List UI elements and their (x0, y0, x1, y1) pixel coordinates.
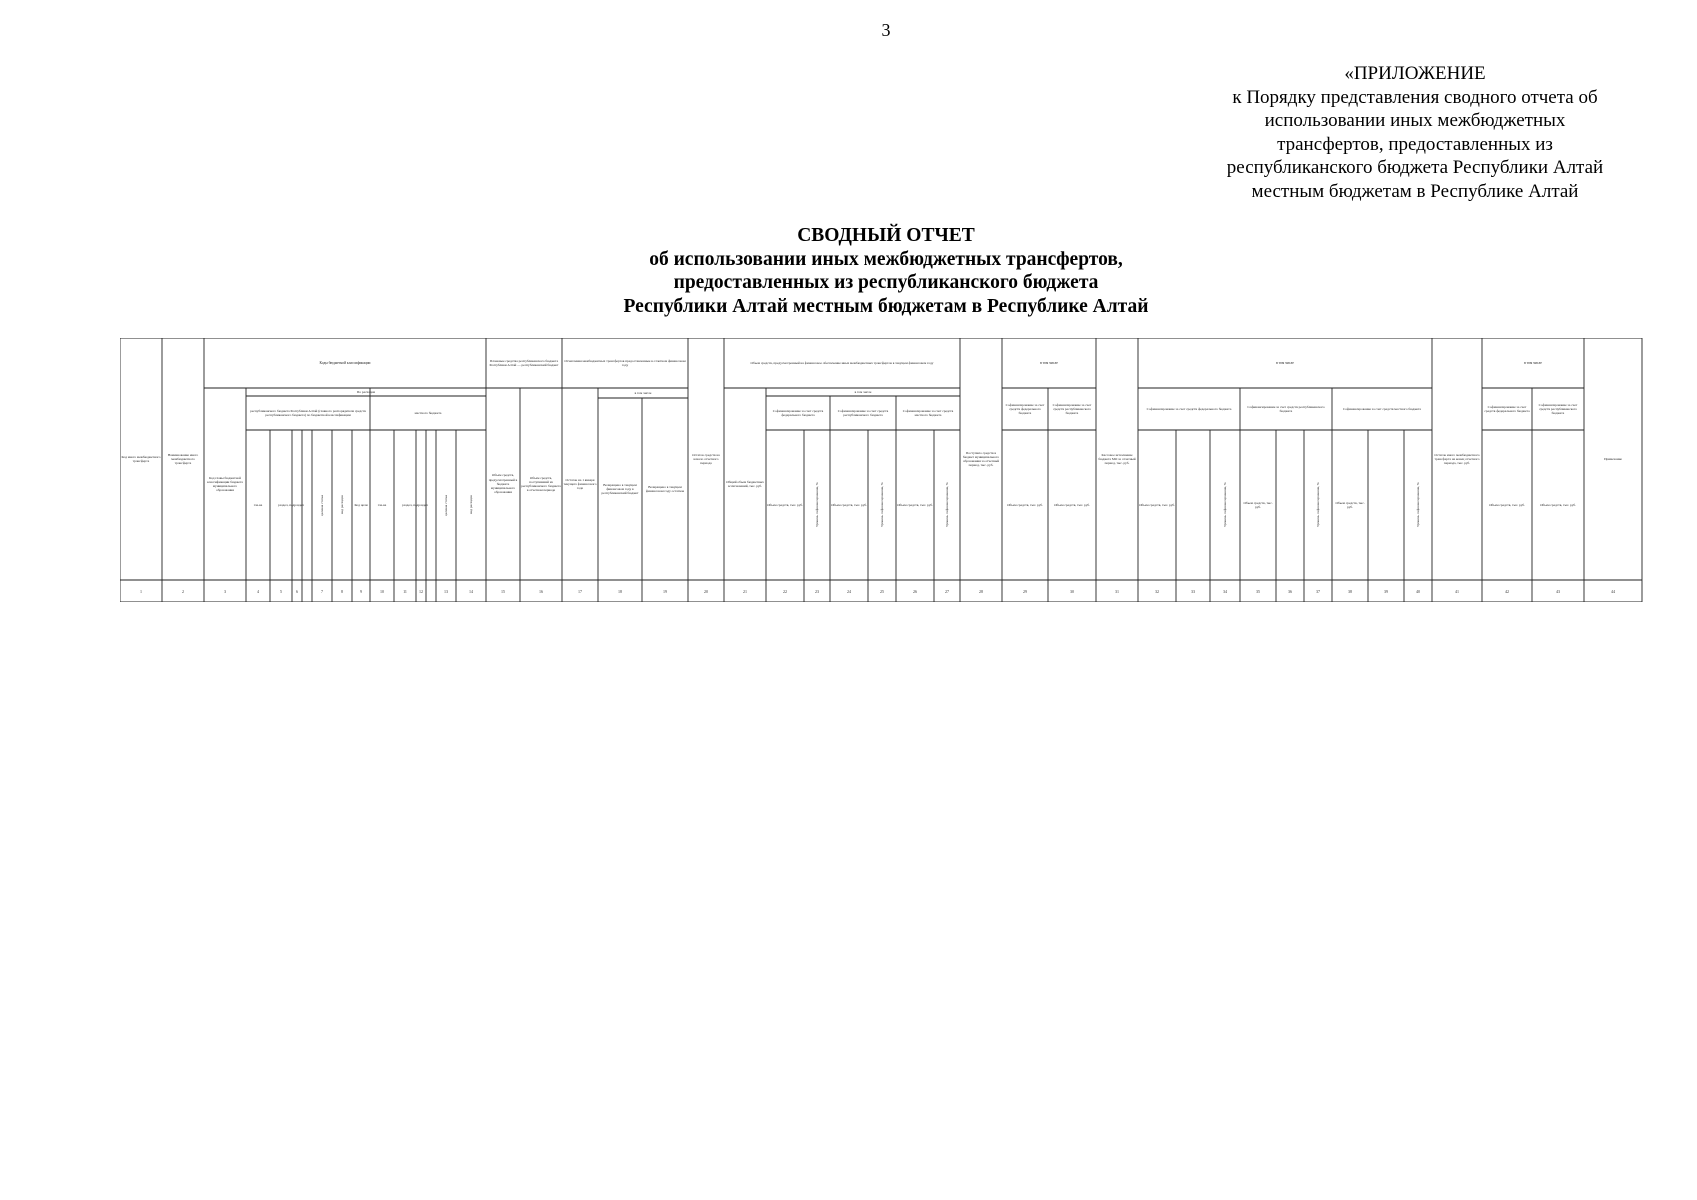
header-incl-2: в том числе (1276, 360, 1294, 365)
header-cofin-rep-2: Софинансирование за счет средств республиканского бюджета (1052, 402, 1092, 416)
header-c37: Уровень софинансирования, % (1315, 482, 1320, 528)
column-number: 3 (224, 588, 226, 594)
header-c3: Код главы бюджетной классификации бюджета муниципального образования (207, 475, 243, 493)
column-number: 25 (880, 588, 884, 594)
column-number: 34 (1223, 588, 1227, 594)
header-c14: вид расходов (468, 495, 473, 515)
header-c29: Объем средств, тыс. руб. (1007, 502, 1043, 507)
column-number: 27 (945, 588, 949, 594)
column-number: 2 (182, 588, 184, 594)
header-c24: Объем средств, тыс. руб. (831, 502, 867, 507)
header-transferred: Отчисления межбюджетных трансфертов предоставленные в отчетном финансовом году (564, 358, 686, 367)
header-c18: Возвращено в текущем финансовом году в республиканский бюджет (601, 482, 639, 496)
column-number: 6 (296, 588, 298, 594)
header-c26: Объем средств, тыс. руб. (897, 502, 933, 507)
column-number: 1 (140, 588, 142, 594)
header-c17: Остаток на 1 января текущего финансового года (563, 477, 597, 491)
appendix-line: республиканского бюджета Республики Алтай (1226, 157, 1604, 178)
header-c19: Возвращено в текущем финансовом году остатков (645, 484, 685, 493)
column-number: 37 (1316, 588, 1320, 594)
column-number: 38 (1348, 588, 1352, 594)
header-c41: Остаток иного межбюджетного трансферта на конец отчетного периода, тыс. руб. (1434, 452, 1480, 466)
column-number: 20 (704, 588, 708, 594)
report-title-line: об использовании иных межбюджетных трансфертов, (649, 248, 1123, 270)
header-cofin-fed-3: Софинансирование за счет средств федерального бюджета (1146, 406, 1232, 411)
header-c13: целевая статья (443, 494, 448, 516)
report-title (0, 224, 1697, 318)
column-number: 43 (1556, 588, 1560, 594)
column-number: 11 (403, 588, 407, 594)
header-c38: Объем средств, тыс. руб. (1335, 500, 1365, 509)
column-number: 26 (913, 588, 917, 594)
column-number: 8 (341, 588, 343, 594)
column-number: 23 (815, 588, 819, 594)
header-c28: Поступило средств в бюджет муниципального образования за отчетный период, тыс. руб. (962, 450, 1000, 468)
report-title-line: предоставленных из республиканского бюджета (673, 272, 1099, 293)
header-c43: Объем средств, тыс. руб. (1540, 502, 1576, 507)
column-number: 21 (743, 588, 747, 594)
column-number: 32 (1155, 588, 1159, 594)
header-c44: Примечание (1604, 456, 1622, 461)
column-number: 22 (783, 588, 787, 594)
appendix-line: к Порядку представления сводного отчета об (1232, 86, 1598, 108)
header-c30: Объем средств, тыс. руб. (1054, 502, 1090, 507)
header-c11: раздел, подраздел (402, 502, 428, 507)
header-c31: Кассовое исполнение бюджета МО за отчетный период, тыс. руб. (1098, 452, 1136, 466)
header-c22: Объем средств, тыс. руб. (767, 502, 803, 507)
header-c8: вид расходов (339, 495, 344, 515)
header-spent-group: Объем средств, предусмотренный на финансовое обеспечение иных межбюджетных трансфертов в текущем финансовом году (750, 360, 934, 365)
header-cofin-fed-2: Софинансирование за счет средств федерального бюджета (1005, 402, 1045, 416)
column-number: 5 (280, 588, 282, 594)
appendix-line: использовании иных межбюджетных (1264, 110, 1566, 131)
column-number: 4 (257, 588, 259, 594)
header-cofin-fed: Софинансирование за счет средств федерального бюджета (772, 408, 824, 417)
column-number: 28 (979, 588, 983, 594)
report-table (120, 338, 1676, 602)
header-in-that-2: в том числе (854, 389, 872, 394)
report-title-line: Республики Алтай местным бюджетам в Республике Алтай (623, 295, 1149, 317)
header-c15: Объем средств, предусмотренный в бюджете муниципального образования (488, 473, 518, 495)
column-number: 40 (1416, 588, 1420, 594)
header-cofin-fed-4: Софинансирование за счет средств федерального бюджета (1484, 404, 1530, 413)
header-cofin-rep-3: Софинансирование за счет средств республиканского бюджета (1247, 404, 1325, 413)
header-local-budget: местного бюджета (414, 410, 442, 415)
appendix-header (1215, 62, 1615, 203)
column-number: 18 (618, 588, 622, 594)
header-c34: Уровень софинансирования, % (1222, 482, 1227, 528)
header-c4: гла-ва (253, 502, 263, 507)
appendix-title: «ПРИЛОЖЕНИЕ (1344, 63, 1486, 84)
header-c10: гла-ва (377, 502, 387, 507)
header-rep-budget: республиканского бюджета Республики Алтай (главного распорядителя средств республиканского бюджета) по бюджетной классификации (250, 408, 366, 417)
header-c20: Остаток средств на начало отчетного периода (692, 452, 720, 466)
header-c35: Объем средств, тыс. руб. (1243, 500, 1273, 509)
header-cofin-rep: Софинансирование за счет средств республиканского бюджета (837, 408, 889, 417)
column-number: 16 (539, 588, 543, 594)
header-c7: целевая статья (319, 494, 324, 516)
column-number: 42 (1505, 588, 1509, 594)
header-c5: раздел, подраздел (278, 502, 304, 507)
column-number: 30 (1070, 588, 1074, 594)
header-transfer-name: Наименование иного межбюджетного трансферта (167, 452, 199, 466)
appendix-line: трансфертов, предоставленных из (1277, 133, 1553, 155)
column-number: 35 (1256, 588, 1260, 594)
column-number: 29 (1023, 588, 1027, 594)
column-number: 12 (419, 588, 423, 594)
column-number: 31 (1115, 588, 1119, 594)
column-number: 39 (1384, 588, 1388, 594)
column-number: 41 (1455, 588, 1459, 594)
column-number: 14 (469, 588, 473, 594)
header-c16: Объем средств, поступивший из республиканского бюджета в отчетном периоде (521, 475, 561, 493)
header-c40: Уровень софинансирования, % (1415, 482, 1420, 528)
column-number: 44 (1611, 588, 1615, 594)
column-number: 13 (444, 588, 448, 594)
column-number: 36 (1288, 588, 1292, 594)
header-budget-codes: Коды бюджетной классификации (319, 360, 371, 365)
header-c25: Уровень софинансирования, % (879, 482, 884, 528)
header-in-that: в том числе (634, 390, 652, 395)
header-c21: Общий объем бюджетных ассигнований, тыс. руб. (726, 479, 764, 488)
header-cofin-loc-3: Софинансирование за счет средств местного бюджета (1342, 406, 1422, 411)
column-number: 15 (501, 588, 505, 594)
header-planned: Плановые средства республиканского бюджета Республики Алтай — республиканский бюджет (489, 358, 559, 367)
column-number: 9 (360, 588, 362, 594)
page-number: 3 (881, 20, 891, 40)
column-number: 17 (578, 588, 582, 594)
header-c27: Уровень софинансирования, % (944, 482, 949, 528)
header-transfer-code: Код иного межбюджетного трансферта (121, 454, 161, 463)
header-c9: Код цели (354, 502, 368, 507)
header-incl-3: в том числе (1524, 360, 1542, 365)
header-cofin-rep-4: Софинансирование за счет средств республиканского бюджета (1538, 402, 1578, 416)
header-c23: Уровень софинансирования, % (814, 482, 819, 528)
header-c42: Объем средств, тыс. руб. (1489, 502, 1525, 507)
header-incl-1: в том числе (1040, 360, 1058, 365)
header-c32: Объем средств, тыс. руб. (1139, 502, 1175, 507)
header-cofin-loc: Софинансирование за счет средств местного бюджета (902, 408, 954, 417)
appendix-line: местным бюджетам в Республике Алтай (1251, 180, 1579, 202)
column-number: 19 (663, 588, 667, 594)
column-number: 24 (847, 588, 851, 594)
header-by-expenses: По расходам (356, 389, 376, 394)
column-number: 33 (1191, 588, 1195, 594)
report-title-main: СВОДНЫЙ ОТЧЕТ (797, 225, 975, 246)
column-number: 10 (380, 588, 384, 594)
column-number: 7 (321, 588, 323, 594)
